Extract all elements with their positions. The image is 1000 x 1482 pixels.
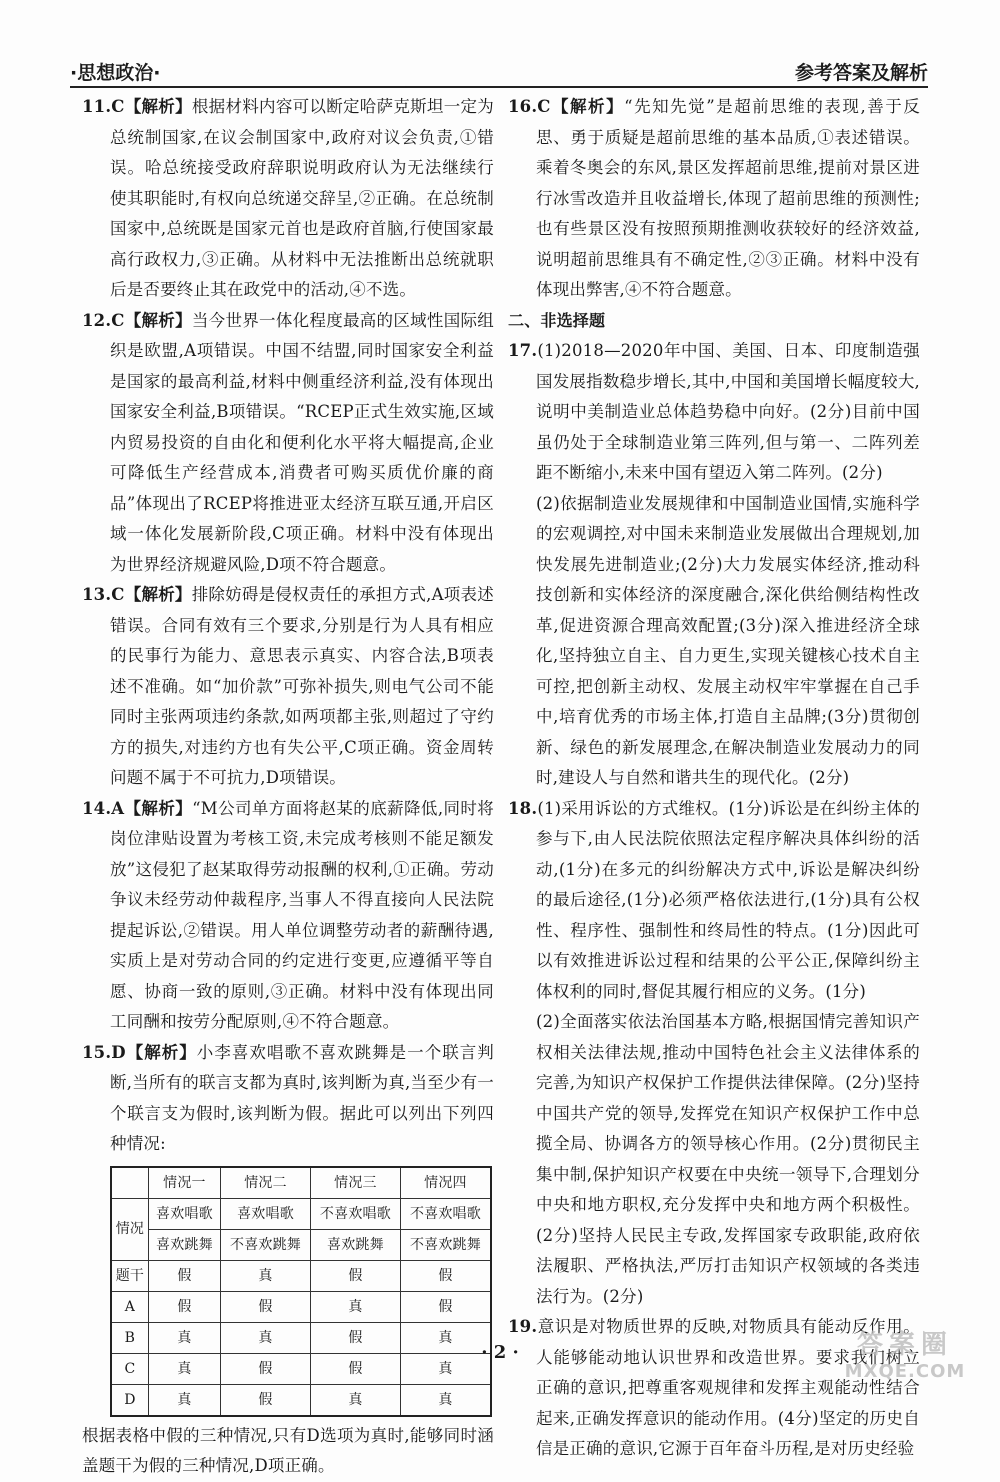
table-header-row [111,1167,491,1199]
right-column [508,92,920,1465]
table-row [111,1229,491,1260]
table-cell: 喜欢唱歌 [221,1198,311,1229]
answer-number: 18. [508,798,538,818]
table-row [111,1198,491,1229]
table-cell: 喜欢跳舞 [310,1229,400,1260]
answer-number: 15.D [82,1042,126,1062]
answer-text: 意识是对物质世界的反映,对物质具有能动反作用。人能够能动地认识世界和改造世界。要求我们树立正确的意识,把尊重客观规律和发挥主观能动性结合起来,正确发挥意识的能动作用。(4分)坚定的历史自信是正确的意识,它源于百年奋斗历程,是对历史经验 [536,1317,920,1458]
subject-title: ·思想政治· [70,62,161,84]
table-row-label: D [111,1384,148,1416]
answer-text: 根据材料内容可以断定哈萨克斯坦一定为总统制国家,在议会制国家中,政府对议会负责,①错误。哈总统接受政府辞职说明政府认为无法继续行使其职能时,有权向总统递交辞呈,②正确。在总统制国家中,总统既是国家元首也是政府首脑,行使国家最高行政权力,③正确。从材料中无法推断出总统就职后是否要终止其在政党中的活动,④不选。 [110,97,494,299]
table-cell: 假 [148,1260,220,1291]
table-cell: 喜欢唱歌 [148,1198,220,1229]
left-column [82,92,494,1482]
table-cell: 真 [221,1322,311,1353]
table-cell: 假 [221,1384,311,1416]
answer-17-part-1 [508,336,920,489]
table-cell: 真 [221,1260,311,1291]
analysis-tag: 【解析】 [550,97,625,116]
answer-text: 小李喜欢唱歌不喜欢跳舞是一个联言判断,当所有的联言支都为真时,该判断为真,当至少有一个联言支为假时,该判断为假。据此可以列出下列四种情况: [110,1042,494,1153]
table-conclusion: 根据表格中假的三种情况,只有D选项为真时,能够同时涵盖题干为假的三种情况,D项正确。 [82,1425,494,1475]
table-cell: 不喜欢唱歌 [310,1198,400,1229]
analysis-tag: 【解析】 [124,585,192,604]
answer-text: (1)2018—2020年中国、美国、日本、印度制造强国发展指数稳步增长,其中,中国和美国增长幅度较大,说明中美制造业总体趋势稳中向好。(2分)目前中国虽仍处于全球制造业第三阵列,但与第一、二阵列差距不断缩小,未来中国有望迈入第二阵列。(2分) [536,341,920,482]
table-cell: 假 [310,1353,400,1384]
table-cell: 喜欢跳舞 [148,1229,220,1260]
table-cell: 假 [221,1353,311,1384]
table-cell: 不喜欢唱歌 [400,1198,491,1229]
answer-item-13 [82,580,494,794]
table-row [111,1260,491,1291]
analysis-tag: 【解析】 [124,97,192,116]
answer-text: “M公司单方面将赵某的底薪降低,同时将岗位津贴设置为考核工资,未完成考核则不能足额发放”这侵犯了赵某取得劳动报酬的权利,①正确。劳动争议未经劳动仲裁程序,当事人不得直接向人民法院提起诉讼,②错误。用人单位调整劳动者的薪酬待遇,实质上是对劳动合同的约定进行变更,应遵循平等自愿、协商一致的原则,③正确。材料中没有体现出同工同酬和按劳分配原则,④不符合题意。 [110,798,494,1031]
page-header [70,58,928,88]
answer-number: 12.C [82,310,125,330]
table-cell: 真 [400,1384,491,1416]
answer-item-11 [82,92,494,306]
answer-item-14 [82,794,494,1038]
table-cell: 真 [148,1353,220,1384]
table-row [111,1291,491,1322]
table-header-cell: 情况四 [400,1167,491,1199]
table-row-label: 情况 [111,1198,148,1260]
table-row [111,1384,491,1416]
answer-text: (1)采用诉讼的方式维权。(1分)诉讼是在纠纷主体的参与下,由人民法院依照法定程序解决具体纠纷的活动,(1分)在多元的纠纷解决方式中,诉讼是解决纠纷的最后途径,(1分)必须严格依法进行,(1分)具有公权性、程序性、强制性和终局性的特点。(1分)因此可以有效推进诉讼过程和结果的公平公正,保障纠纷主体权利的同时,督促其履行相应的义务。(1分) [536,798,920,1001]
table-cell: 假 [310,1260,400,1291]
truth-table-wrapper [110,1166,494,1417]
table-cell: 真 [310,1291,400,1322]
analysis-tag: 【解析】 [125,1042,197,1062]
table-row-label: C [111,1353,148,1384]
answer-item-12 [82,306,494,581]
answer-text: 当今世界一体化程度最高的区域性国际组织是欧盟,A项错误。中国不结盟,同时国家安全利益是国家的最高利益,材料中侧重经济利益,没有体现出国家安全利益,B项错误。“RCEP正式生效实施,区域内贸易投资的自由化和便利化水平将大幅提高,企业可降低生产经营成本,消费者可购买质优价廉的商品”体现出了RCEP将推进亚太经济互联互通,开启区域一体化发展新阶段,C项正确。材料中没有体现出为世界经济规避风险,D项不符合题意。 [110,310,494,574]
table-header-cell: 情况一 [148,1167,220,1199]
table-cell: 假 [221,1291,311,1322]
table-cell: 不喜欢跳舞 [400,1229,491,1260]
table-cell: 假 [400,1291,491,1322]
answer-text: “先知先觉”是超前思维的表现,善于反思、勇于质疑是超前思维的基本品质,①表述错误。乘着冬奥会的东风,景区发挥超前思维,提前对景区进行冰雪改造并且收益增长,体现了超前思维的预测性;也有些景区没有按照预期推测收获较好的经济效益,说明超前思维具有不确定性,②③正确。材料中没有体现出弊害,④不符合题意。 [536,97,920,299]
section-heading: 二、非选择题 [508,310,606,330]
answer-text: 排除妨碍是侵权责任的承担方式,A项表述错误。合同有效有三个要求,分别是行为人具有相应的民事行为能力、意思表示真实、内容合法,B项表述不准确。如“加价款”可弥补损失,则电气公司不能同时主张两项违约条款,如两项都主张,则超过了守约方的损失,对违约方也有失公平,C项正确。资金周转问题不属于不可抗力,D项错误。 [110,585,494,787]
table-cell: 真 [148,1384,220,1416]
table-cell: 假 [400,1260,491,1291]
table-row-label: A [111,1291,148,1322]
table-cell: 假 [310,1322,400,1353]
table-header-cell: 情况三 [310,1167,400,1199]
section-title: 参考答案及解析 [794,62,928,84]
table-row-label: B [111,1322,148,1353]
table-cell: 真 [310,1384,400,1416]
answer-item-18 [508,794,920,1313]
table-cell: 假 [148,1291,220,1322]
analysis-tag: 【解析】 [124,310,192,330]
analysis-tag: 【解析】 [124,798,193,818]
watermark-text: 答案圈 [856,1330,953,1360]
table-cell: 不喜欢跳舞 [221,1229,311,1260]
answer-17-part-2: (2)依据制造业发展规律和中国制造业国情,实施科学的宏观调控,对中国未来制造业发展做出合理规划,加快发展先进制造业;(2分)大力发展实体经济,推动科技创新和实体经济的深度融合,深化供给侧结构性改革,促进资源合理高效配置;(3分)深入推进经济全球化,坚持独立自主、自力更生,实现关键核心技术自主可控,把创新主动权、发展主动权牢牢掌握在自己手中,培育优秀的市场主体,打造自主品牌;(3分)贯彻创新、绿色的新发展理念,在解决制造业发展动力的同时,建设人与自然和谐共生的现代化。(2分) [536,493,920,787]
answer-item-16 [508,92,920,306]
answer-18-part-1 [508,794,920,1008]
page-number: · 2 · [481,1342,519,1363]
table-cell: 真 [400,1322,491,1353]
table-header-cell: 情况二 [221,1167,311,1199]
watermark-logo [820,1324,990,1384]
answer-number: 17. [508,341,538,360]
table-corner-cell [111,1167,148,1199]
answer-number: 14.A [82,798,125,818]
table-cell: 真 [148,1322,220,1353]
table-row-label: 题干 [111,1260,148,1291]
answer-18-part-2: (2)全面落实依法治国基本方略,根据国情完善知识产权相关法律法规,推动中国特色社会主义法律体系的完善,为知识产权保护工作提供法律保障。(2分)坚持中国共产党的领导,发挥党在知识产权保护工作中总揽全局、协调各方的领导核心作用。(2分)贯彻民主集中制,保护知识产权要在中央统一领导下,合理划分中央和地方职权,充分发挥中央和地方两个积极性。(2分)坚持人民民主专政,发挥国家专政职能,政府依法履职、严格执法,严厉打击知识产权领域的各类违法行为。(2分) [536,1012,920,1306]
answer-item-15 [82,1038,494,1160]
watermark-url: MXQE.COM [844,1361,966,1382]
answer-number: 16.C [508,97,551,116]
answer-number: 13.C [82,585,125,604]
truth-table [110,1166,492,1417]
answer-number: 19. [508,1317,538,1336]
answer-number: 11.C [82,97,125,116]
table-cell: 真 [400,1353,491,1384]
answer-item-17 [508,336,920,794]
